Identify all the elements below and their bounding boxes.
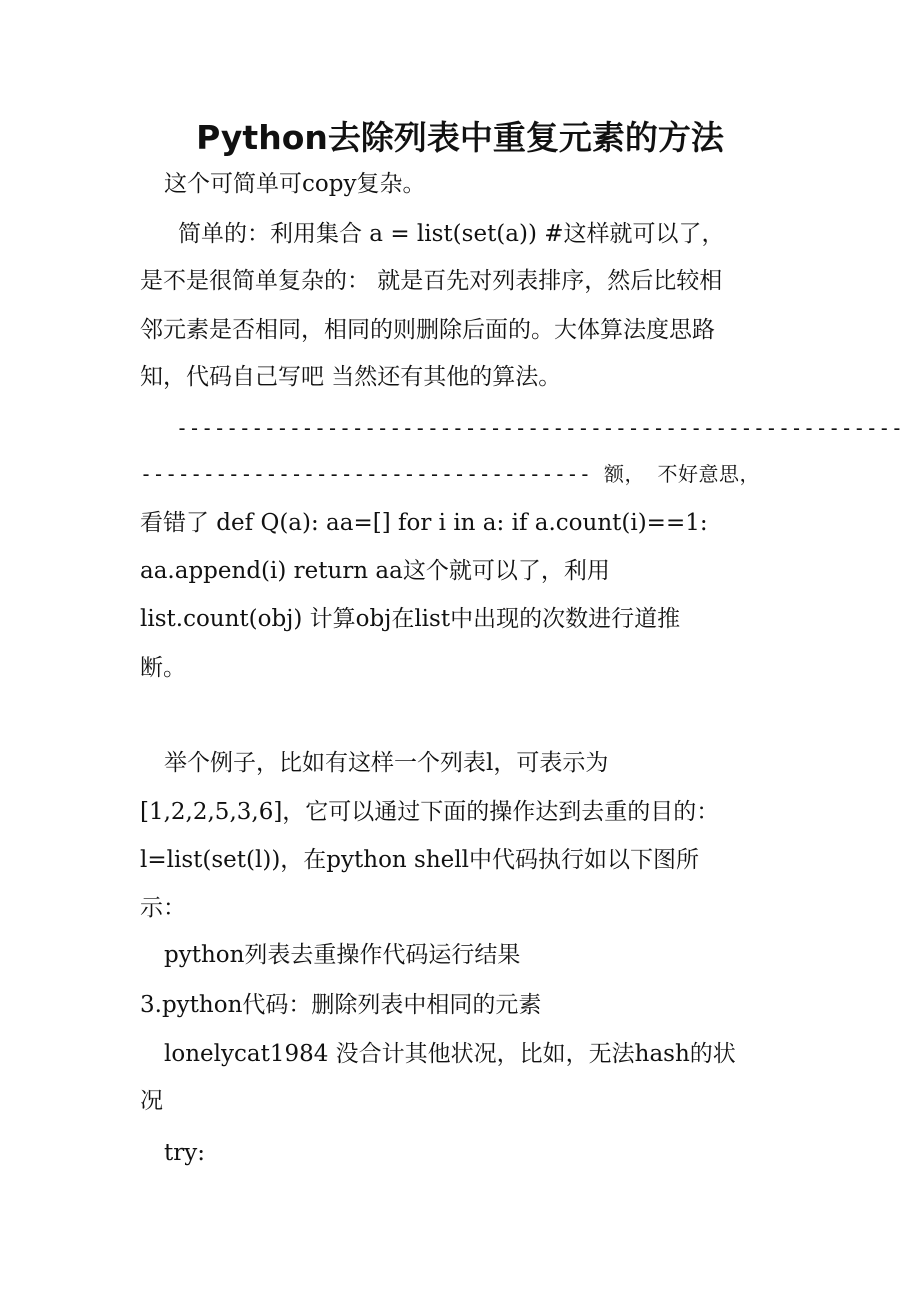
paragraph-line: 邻元素是否相同，相同的则删除后面的。大体算法度思路 bbox=[140, 317, 715, 343]
paragraph-line: aa.append(i) return aa这个就可以了，利用 bbox=[140, 558, 610, 584]
paragraph-line: list.count(obj) 计算obj在list中出现的次数进行道推 bbox=[140, 606, 681, 632]
paragraph-line: l=list(set(l))，在python shell中代码执行如以下图所 bbox=[140, 847, 699, 873]
separator-line: ---------------------------------------------------------- bbox=[176, 416, 904, 440]
paragraph-line: 知，代码自己写吧 当然还有其他的算法。 bbox=[140, 364, 562, 390]
paragraph-line: python列表去重操作代码运行结果 bbox=[164, 942, 521, 968]
paragraph-line: 是不是很简单复杂的： 就是百先对列表排序，然后比较相 bbox=[140, 268, 723, 294]
paragraph-line: 举个例子，比如有这样一个列表l，可表示为 bbox=[164, 750, 609, 776]
paragraph-line: 这个可简单可copy复杂。 bbox=[164, 171, 426, 197]
paragraph-line: 断。 bbox=[140, 655, 186, 681]
paragraph-line: 3.python代码：删除列表中相同的元素 bbox=[140, 992, 542, 1018]
paragraph-line: 简单的：利用集合 a = list(set(a)) #这样就可以了， bbox=[178, 221, 725, 247]
paragraph-line: 况 bbox=[140, 1088, 163, 1114]
paragraph-line: 示： bbox=[140, 895, 186, 921]
separator-line: ------------------------------------ 额， 不好意思， bbox=[140, 462, 761, 486]
paragraph-line: try: bbox=[164, 1140, 205, 1166]
paragraph-line: [1,2,2,5,3,6]，它可以通过下面的操作达到去重的目的： bbox=[140, 799, 720, 825]
paragraph-line: 看错了 def Q(a): aa=[] for i in a: if a.count(i)==1: bbox=[140, 510, 708, 536]
document-title: Python去除列表中重复元素的方法 bbox=[196, 118, 724, 157]
paragraph-line: lonelycat1984 没合计其他状况，比如，无法hash的状 bbox=[164, 1041, 736, 1067]
